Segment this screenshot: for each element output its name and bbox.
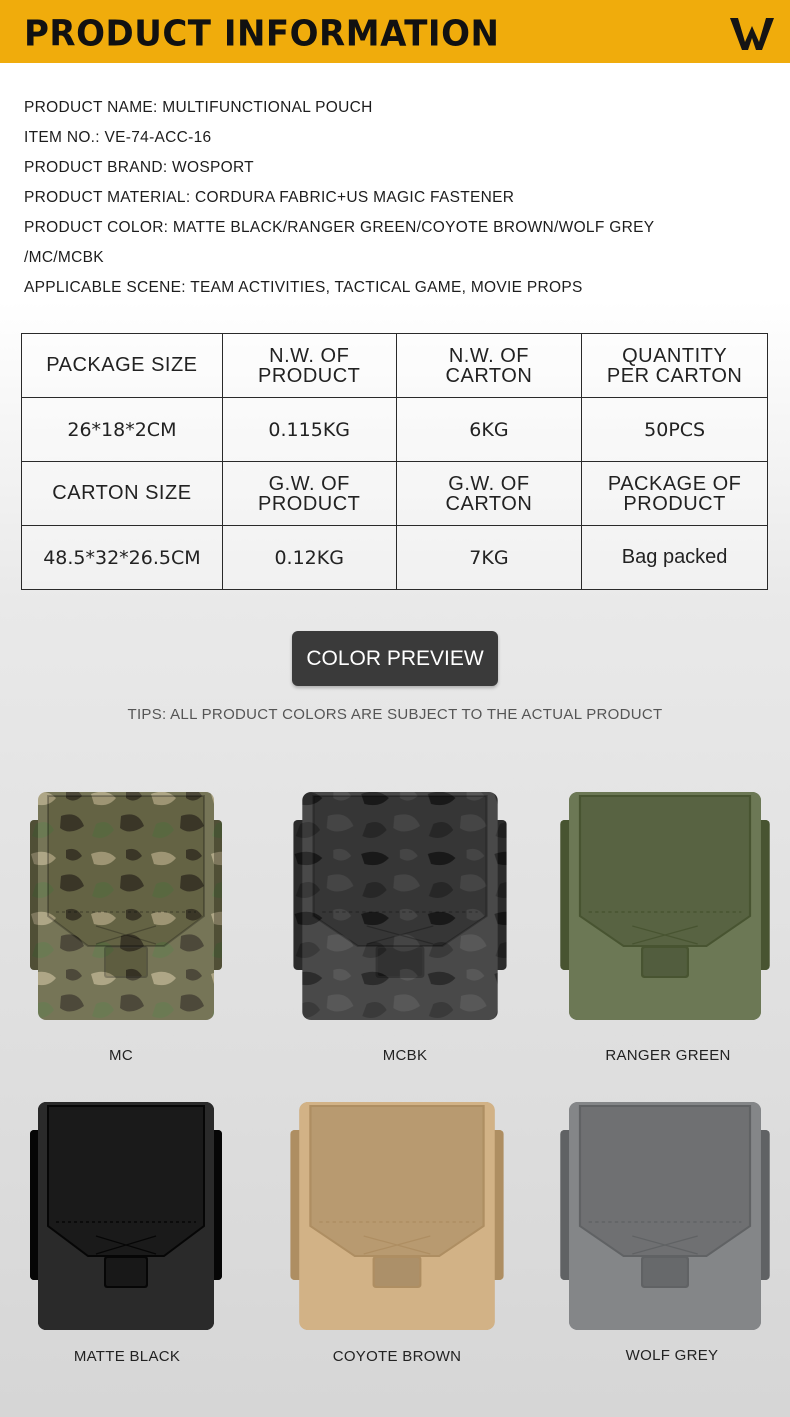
info-item-no: ITEM NO.: VE-74-ACC-16 <box>24 129 212 146</box>
table-header-cell <box>582 462 768 526</box>
table-cell: Bag packed <box>582 526 768 590</box>
header-line: N.W. OF <box>448 344 529 367</box>
tips-text: TIPS: ALL PRODUCT COLORS ARE SUBJECT TO THE ACTUAL PRODUCT <box>127 706 663 723</box>
product-label-coyote-brown: COYOTE BROWN <box>332 1348 462 1365</box>
info-color-cont: /MC/MCBK <box>24 249 104 266</box>
header-line: CARTON <box>445 364 533 387</box>
page-title: PRODUCT INFORMATION <box>24 13 500 55</box>
header-line: PRODUCT <box>258 364 361 387</box>
table-header-cell <box>396 334 582 398</box>
header-line: G.W. OF <box>268 472 350 495</box>
table-header-cell <box>582 334 768 398</box>
header-line: CARTON <box>445 492 533 515</box>
color-preview-button[interactable]: COLOR PREVIEW <box>292 631 498 686</box>
pouch-matte-black-image <box>26 1096 226 1334</box>
table-cell: 0.115KG <box>222 398 396 462</box>
table-header-cell <box>396 462 582 526</box>
header-line: PACKAGE OF <box>607 472 742 495</box>
product-label-mc: MC <box>109 1047 133 1064</box>
product-label-wolf-grey: WOLF GREY <box>625 1347 719 1364</box>
spec-table <box>21 333 768 590</box>
info-color: PRODUCT COLOR: MATTE BLACK/RANGER GREEN/COYOTE BROWN/WOLF GREY <box>24 219 655 236</box>
table-cell: 0.12KG <box>222 526 396 590</box>
table-cell: 6KG <box>396 398 582 462</box>
table-header-cell: PACKAGE SIZE <box>22 334 223 398</box>
table-header-cell <box>222 334 396 398</box>
table-header-cell <box>222 462 396 526</box>
pouch-coyote-brown-image <box>286 1096 508 1334</box>
table-cell: 50PCS <box>582 398 768 462</box>
table-cell: 48.5*32*26.5CM <box>22 526 223 590</box>
pouch-mc-image <box>26 786 226 1024</box>
product-label-mcbk: MCBK <box>382 1047 428 1064</box>
info-product-name: PRODUCT NAME: MULTIFUNCTIONAL POUCH <box>24 99 373 116</box>
info-material: PRODUCT MATERIAL: CORDURA FABRIC+US MAGIC FASTENER <box>24 189 515 206</box>
info-scene: APPLICABLE SCENE: TEAM ACTIVITIES, TACTICAL GAME, MOVIE PROPS <box>24 279 583 296</box>
header-line: G.W. OF <box>448 472 530 495</box>
info-brand: PRODUCT BRAND: WOSPORT <box>24 159 254 176</box>
header-line: QUANTITY <box>622 344 728 367</box>
header-line: PRODUCT <box>258 492 361 515</box>
table-cell: 26*18*2CM <box>22 398 223 462</box>
product-info-list <box>24 98 654 308</box>
header-line: PRODUCT <box>623 492 726 515</box>
pouch-mcbk-image <box>289 786 511 1024</box>
header-bar <box>0 0 790 63</box>
brand-logo-icon <box>728 12 776 52</box>
table-row <box>22 526 768 590</box>
product-label-matte-black: MATTE BLACK <box>73 1348 181 1365</box>
table-header-cell: CARTON SIZE <box>22 462 223 526</box>
header-line: PER CARTON <box>606 364 743 387</box>
header-line: N.W. OF <box>269 344 350 367</box>
table-row <box>22 398 768 462</box>
pouch-wolf-grey-image <box>556 1096 774 1334</box>
table-row <box>22 462 768 526</box>
table-cell: 7KG <box>396 526 582 590</box>
product-label-ranger-green: RANGER GREEN <box>605 1047 731 1064</box>
table-row <box>22 334 768 398</box>
pouch-ranger-green-image <box>556 786 774 1024</box>
